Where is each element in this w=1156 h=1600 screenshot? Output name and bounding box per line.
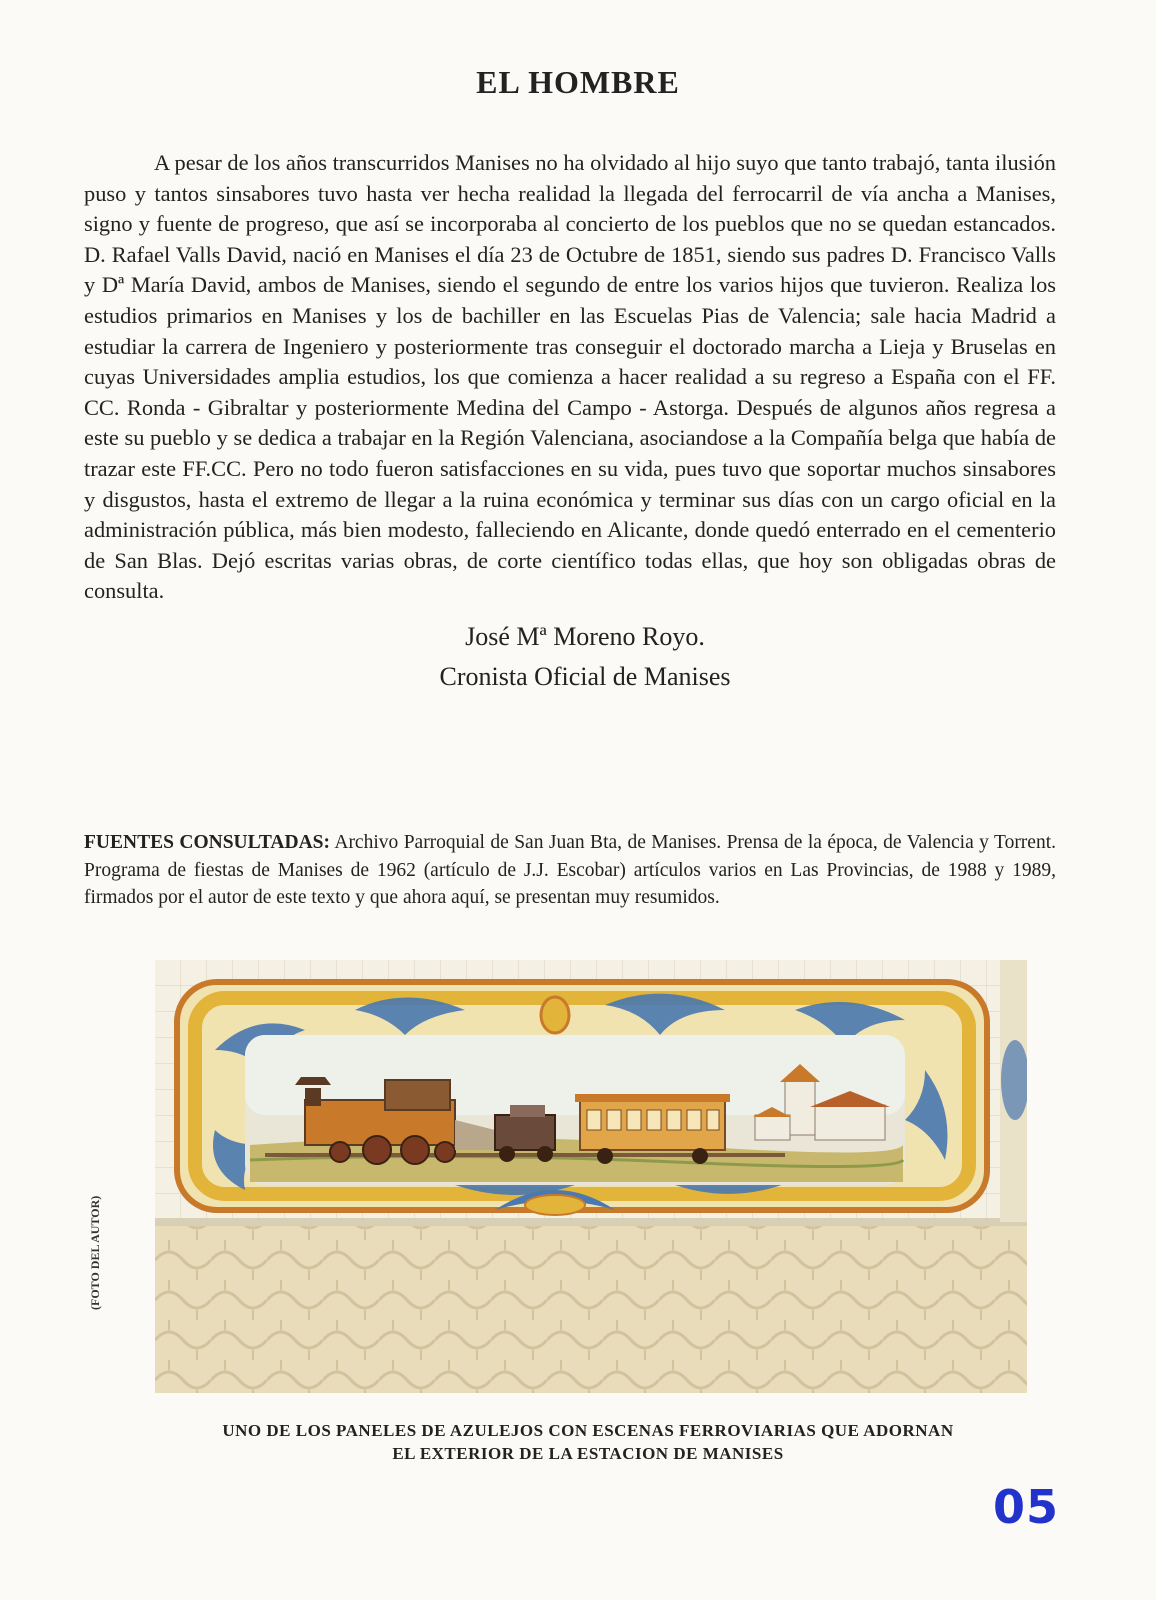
author-role: Cronista Oficial de Manises — [439, 662, 731, 691]
tile-panel-photo — [155, 960, 1027, 1393]
figure-caption — [150, 1419, 1026, 1465]
sources-text: Archivo Parroquial de San Juan Bta, de Manises. Prensa de la época, de Valencia y Torrent. Programa de fiestas de Manises de 1962 (artículo de J.J. Escobar) artículos varios en Las Provincias, de 1988 y 1989, firmados por el autor de este texto y que ahora aquí, se presentan muy resumidos. — [84, 832, 1056, 908]
caption-line-1: UNO DE LOS PANELES DE AZULEJOS CON ESCENAS FERROVIARIAS QUE ADORNAN — [222, 1421, 954, 1440]
photo-credit: (FOTO DEL AUTOR) — [88, 1195, 102, 1310]
caption-line-2: EL EXTERIOR DE LA ESTACION DE MANISES — [392, 1444, 784, 1463]
author-name: José Mª Moreno Royo. — [465, 622, 705, 651]
page-number: 05 — [993, 1480, 1060, 1534]
article-body: A pesar de los años transcurridos Manises no ha olvidado al hijo suyo que tanto trabajó, tanta ilusión puso y tantos sinsabores tuvo hasta ver hecha realidad la llegada del ferrocarril de vía ancha a Manises, signo y fuente de progreso, que así se incorporaba al concierto de los pueblos que no se quedan estancados. D. Rafael Valls David, nació en Manises el día 23 de Octubre de 1851, siendo sus padres D. Francisco Valls y Dª María David, ambos de Manises, siendo el segundo de entre los varios hijos que tuvieron. Realiza los estudios primarios en Manises y los de bachiller en las Escuelas Pias de Valencia; sale hacia Madrid a estudiar la carrera de Ingeniero y posteriormente tras conseguir el doctorado marcha a Lieja y Bruselas en cuyas Universidades amplia estudios, los que comienza a hacer realidad a su regreso a España con el FF. CC. Ronda - Gibraltar y posteriormente Medina del Campo - Astorga. Después de algunos años regresa a este su pueblo y se dedica a trabajar en la Región Valenciana, asociandose a la Compañía belga que había de trazar este FF.CC. Pero no todo fueron satisfacciones en su vida, pues tuvo que soportar muchos sinsabores y disgustos, hasta el extremo de llegar a la ruina económica y terminar sus días con un cargo oficial en la administración pública, más bien modesto, falleciendo en Alicante, donde quedó enterrado en el cementerio de San Blas. Dejó escritas varias obras, de corte científico todas ellas, que hoy son obligadas obras de consulta. — [84, 150, 1056, 604]
tile-panel-illustration — [155, 960, 1027, 1393]
sources-paragraph — [84, 829, 1056, 912]
page-title: EL HOMBRE — [476, 64, 680, 100]
sources-label: FUENTES CONSULTADAS: — [84, 832, 330, 853]
